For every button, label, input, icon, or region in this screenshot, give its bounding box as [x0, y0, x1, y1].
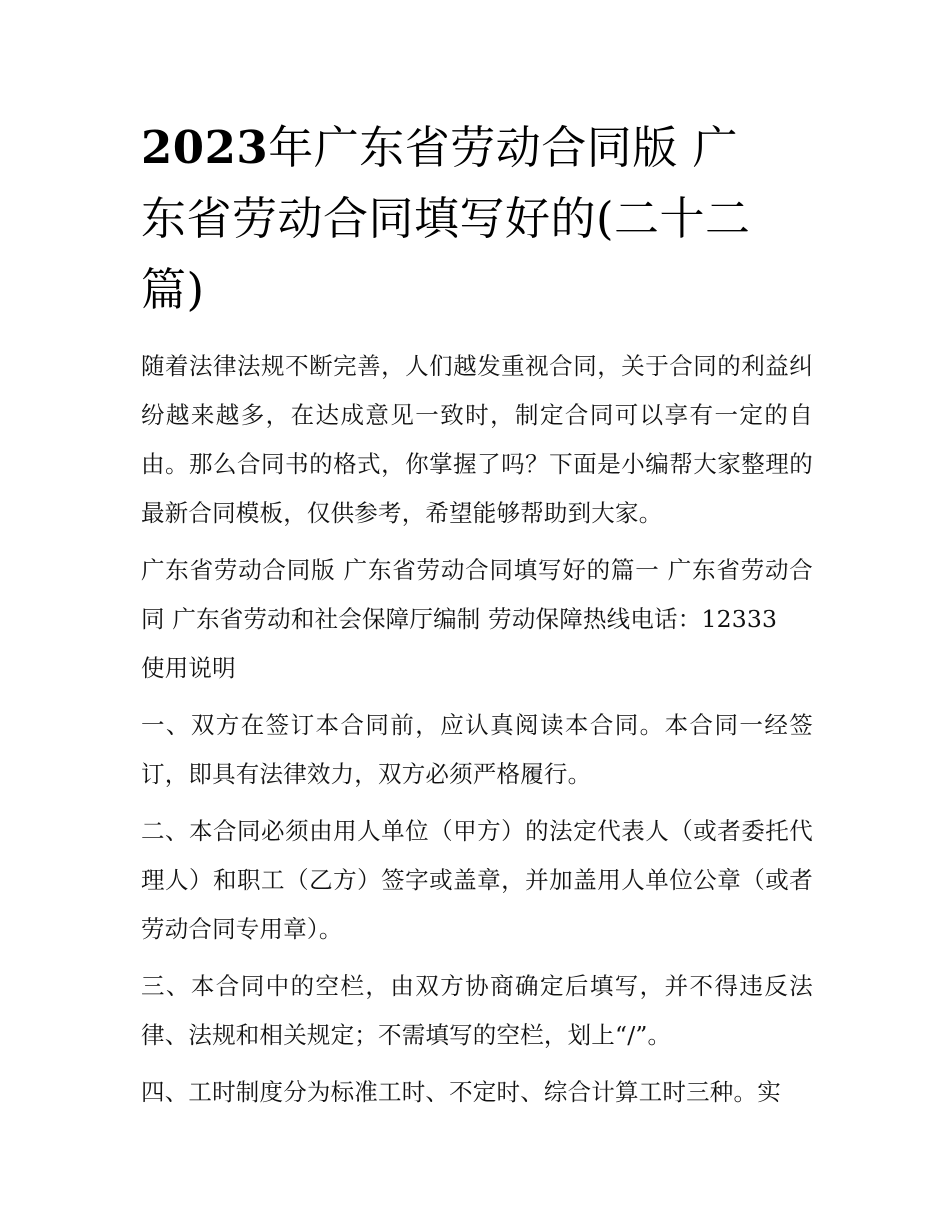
title-line-3: 篇): [141, 263, 205, 316]
document-title: [141, 112, 813, 325]
usage-instructions-heading: 使用说明: [141, 654, 236, 682]
instruction-item-2: 二、本合同必须由用人单位（甲方）的法定代表人（或者委托代理人）和职工（乙方）签字或盖章，并加盖用人单位公章（或者劳动合同专用章）。: [141, 817, 813, 943]
title-year: 2023: [141, 121, 269, 174]
instruction-item-4: 四、工时制度分为标准工时、不定时、综合计算工时三种。实: [141, 1078, 781, 1106]
document-body: [141, 342, 813, 1117]
contract-heading-paragraph: 广东省劳动合同版 广东省劳动合同填写好的篇一 广东省劳动合同 广东省劳动和社会保障厅编制 劳动保障热线电话：12333: [141, 556, 813, 633]
instruction-item-1: 一、双方在签订本合同前，应认真阅读本合同。本合同一经签订，即具有法律效力，双方必须严格履行。: [141, 711, 813, 788]
title-line-2: 东省劳动合同填写好的(二十二: [141, 192, 751, 245]
title-line-1-text: 年广东省劳动合同版 广: [268, 121, 739, 174]
intro-paragraph: 随着法律法规不断完善，人们越发重视合同，关于合同的利益纠纷越来越多，在达成意见一致时，制定合同可以享有一定的自由。那么合同书的格式，你掌握了吗？下面是小编帮大家整理的最新合同模板，仅供参考，希望能够帮助到大家。: [141, 352, 813, 527]
document-page: [141, 112, 813, 1125]
title-line-1: [141, 112, 813, 183]
instruction-item-3: 三、本合同中的空栏，由双方协商确定后填写，并不得违反法律、法规和相关规定；不需填写的空栏，划上“/”。: [141, 972, 813, 1049]
